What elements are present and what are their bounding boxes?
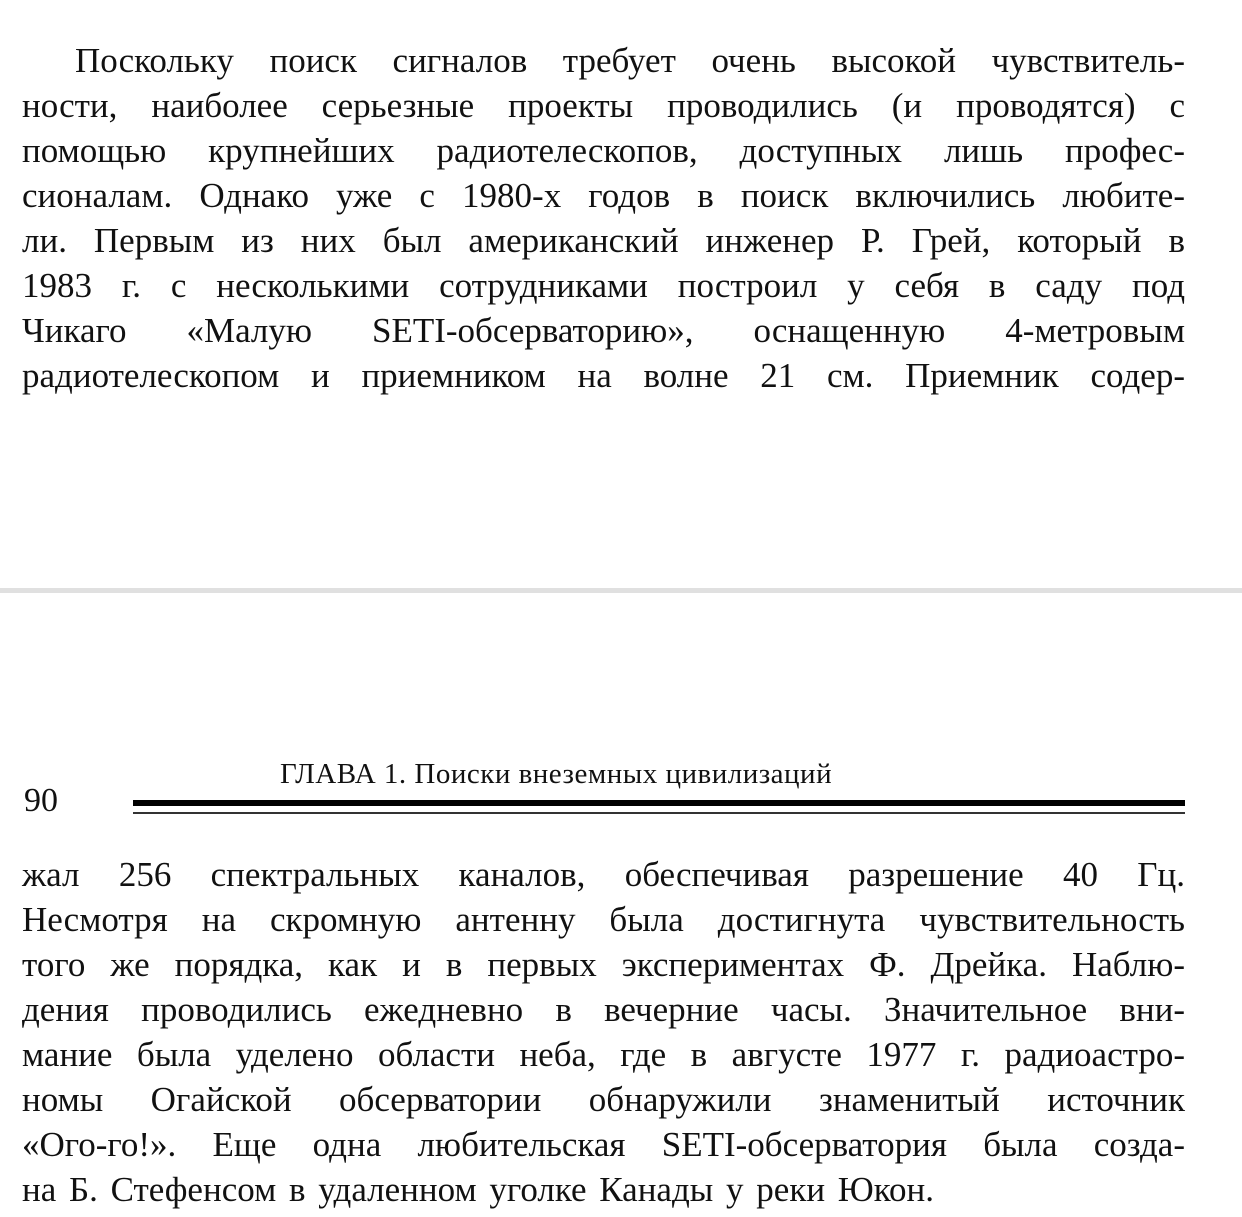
text-line: радиотелескопом и приемником на волне 21 см. Приемник содер- [22, 356, 1185, 395]
text-line: Поскольку поиск сигналов требует очень высокой чувствитель- [75, 41, 1185, 80]
text-line: жал 256 спектральных каналов, обеспечивая разрешение 40 Гц. [22, 855, 1185, 894]
text-line: «Ого-го!». Еще одна любительская SETI-обсерватория была созда- [22, 1125, 1185, 1164]
text-line: помощью крупнейших радиотелескопов, доступных лишь профес- [22, 131, 1185, 170]
page-separator [0, 588, 1242, 593]
text-line: Чикаго «Малую SETI-обсерваторию», оснащенную 4-метровым [22, 311, 1185, 350]
text-line: того же порядка, как и в первых экспериментах Ф. Дрейка. Наблю- [22, 945, 1185, 984]
text-line: мание была уделено области неба, где в августе 1977 г. радиоастро- [22, 1035, 1185, 1074]
text-line: Несмотря на скромную антенну была достигнута чувствительность [22, 900, 1185, 939]
text-line: ности, наиболее серьезные проекты проводились (и проводятся) с [22, 86, 1185, 125]
text-line: 1983 г. с несколькими сотрудниками построил у себя в саду под [22, 266, 1185, 305]
running-head: ГЛАВА 1. Поиски внеземных цивилизаций [280, 758, 833, 790]
header-rule-thin [133, 812, 1185, 814]
text-line: дения проводились ежедневно в вечерние часы. Значительное вни- [22, 990, 1185, 1029]
header-rule-thick [133, 800, 1185, 806]
text-line: ли. Первым из них был американский инженер Р. Грей, который в [22, 221, 1185, 260]
text-line: на Б. Стефенсом в удаленном уголке Канады у реки Юкон. [22, 1170, 934, 1209]
page-number: 90 [24, 782, 58, 819]
text-line: сионалам. Однако уже с 1980-х годов в поиск включились любите- [22, 176, 1185, 215]
text-line: номы Огайской обсерватории обнаружили знаменитый источник [22, 1080, 1185, 1119]
